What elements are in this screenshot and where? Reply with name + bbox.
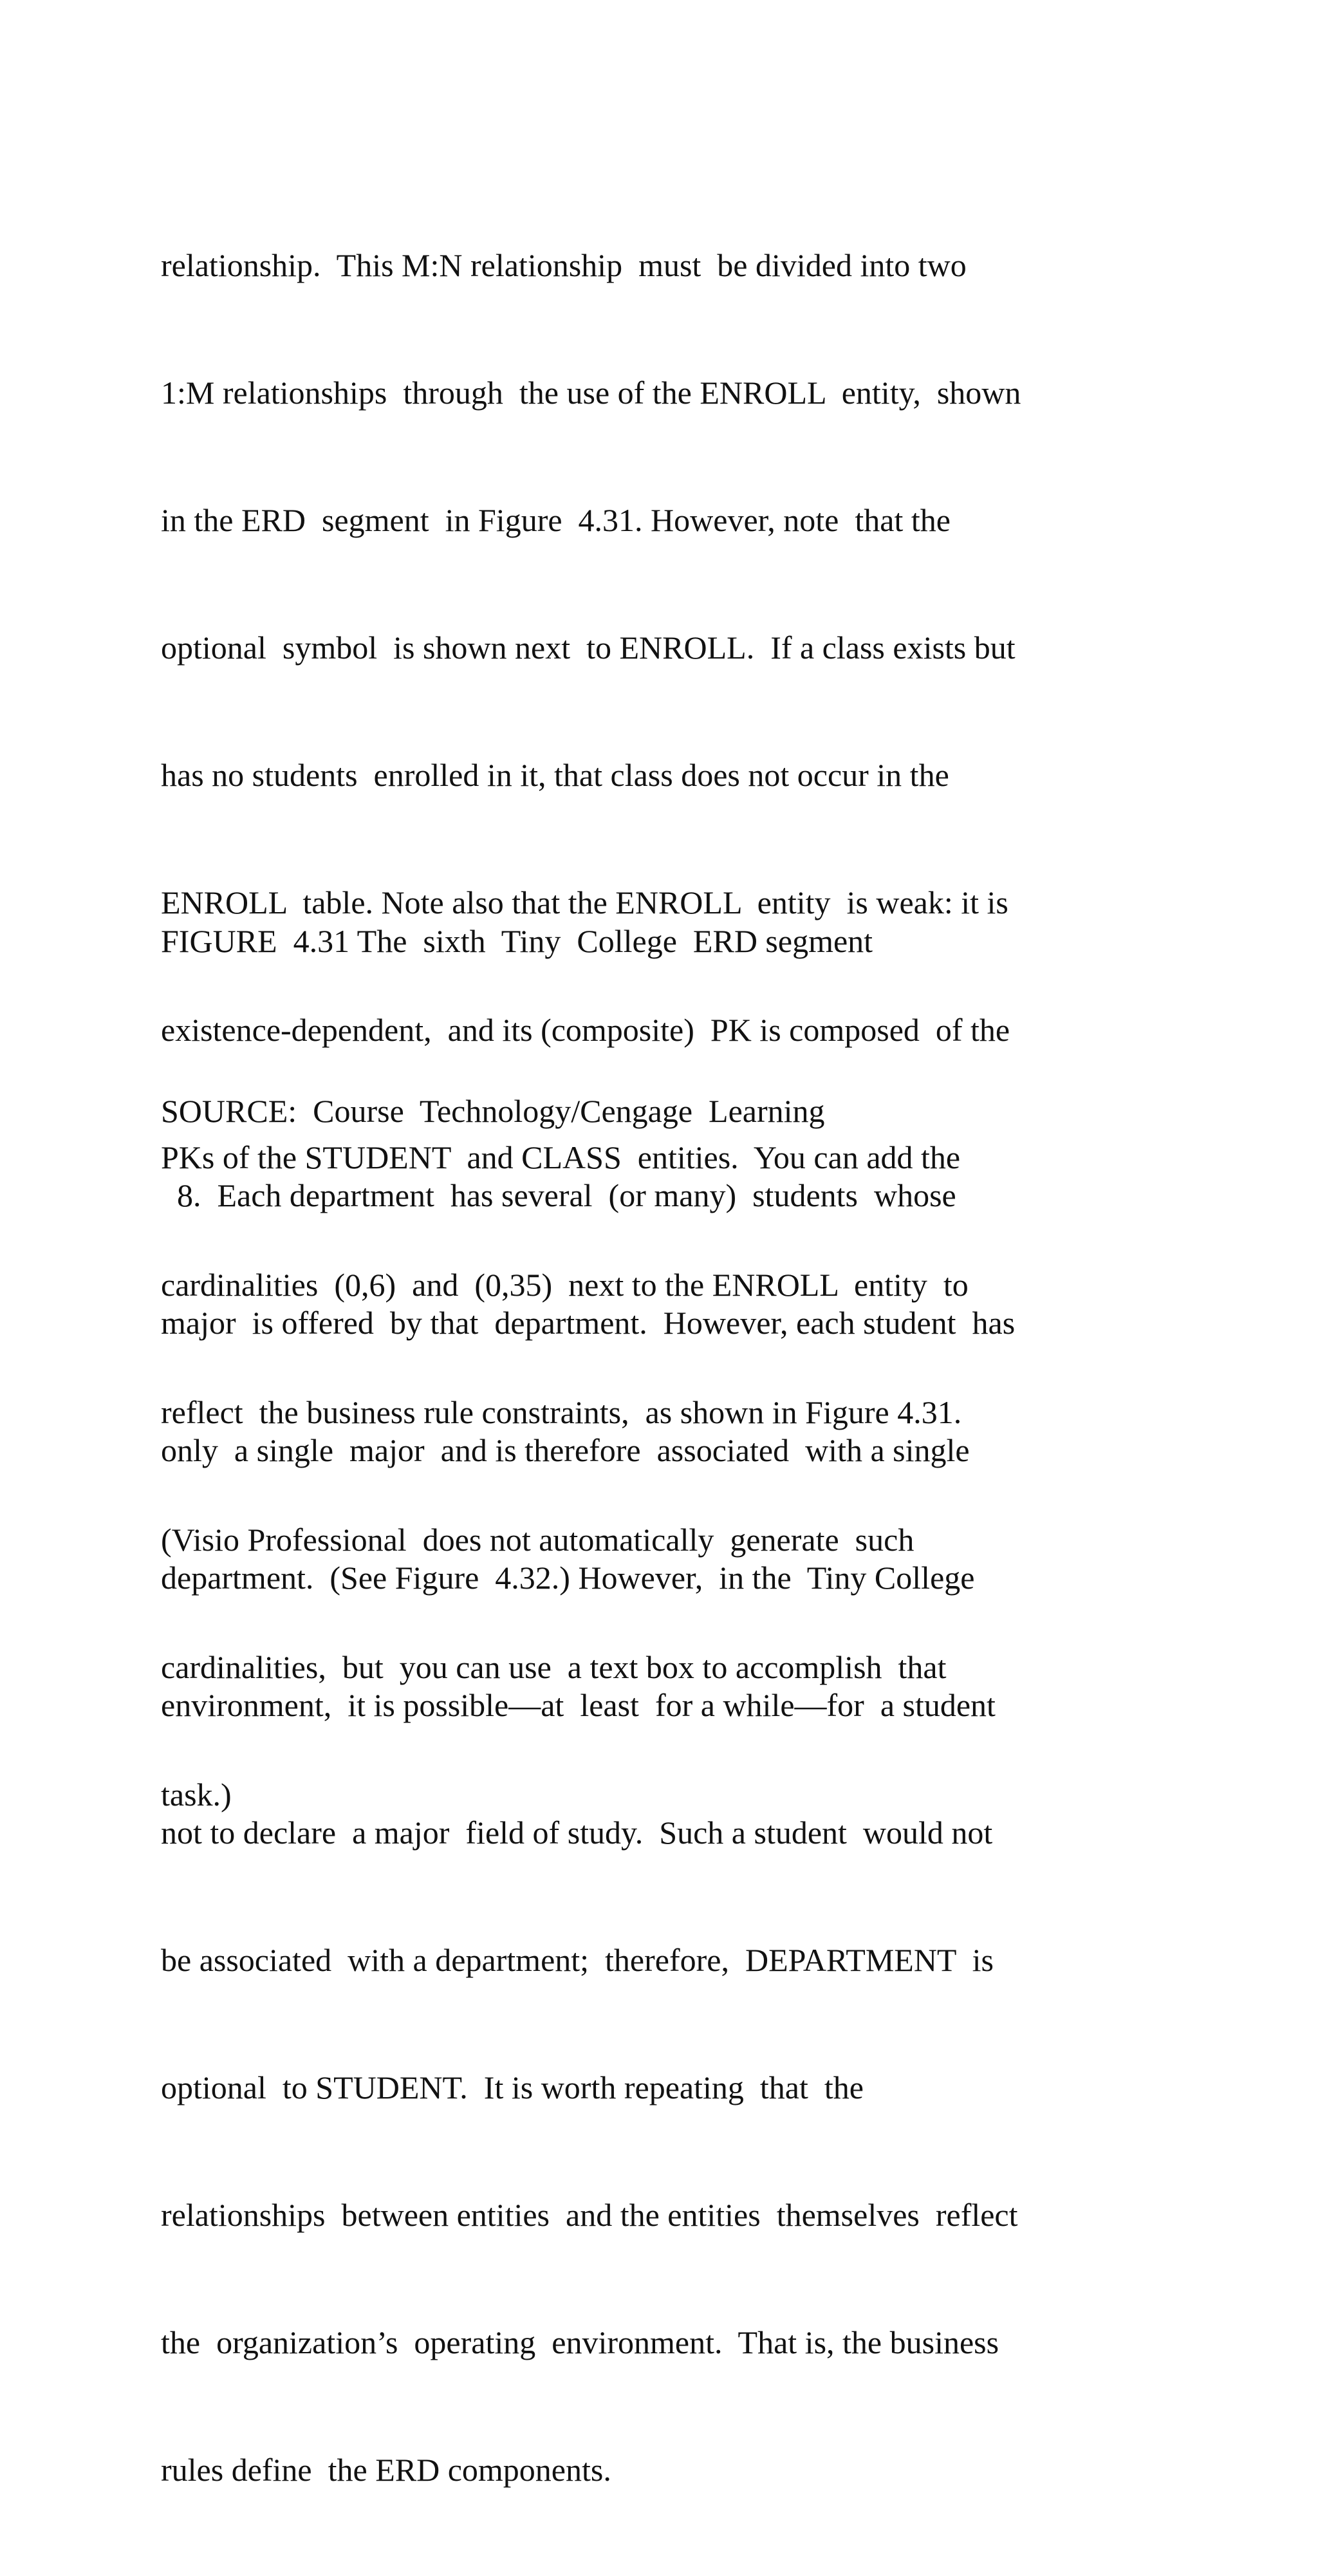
text-line: environment, it is possible—at least for a while—for a student (161, 1687, 996, 1723)
text-line: (Visio Professional does not automatically generate such (161, 1522, 914, 1558)
text-line: PKs of the STUDENT and CLASS entities. You can add the (161, 1139, 961, 1175)
text-line: reflect the business rule constraints, as shown in Figure 4.31. (161, 1394, 962, 1430)
paragraph-department-student (161, 1089, 1191, 2576)
text-line: the organization’s operating environment. That is, the business (161, 2324, 999, 2360)
text-line: optional symbol is shown next to ENROLL. If a class exists but (161, 630, 1016, 666)
text-line: relationship. This M:N relationship must be divided into two (161, 247, 967, 283)
text-line: has no students enrolled in it, that class does not occur in the (161, 757, 949, 793)
text-line: 8. Each department has several (or many) students whose (161, 1177, 956, 1213)
text-line: cardinalities, but you can use a text box to accomplish that (161, 1649, 947, 1685)
figure-caption-text: FIGURE 4.31 The sixth Tiny College ERD segment (161, 923, 873, 959)
text-line: be associated with a department; therefore, DEPARTMENT is (161, 1942, 994, 1978)
text-line: existence-dependent, and its (composite) PK is composed of the (161, 1012, 1010, 1048)
text-line: only a single major and is therefore associated with a single (161, 1432, 970, 1468)
text-line: major is offered by that department. However, each student has (161, 1305, 1016, 1341)
text-line: cardinalities (0,6) and (0,35) next to the ENROLL entity to (161, 1267, 969, 1303)
text-line: in the ERD segment in Figure 4.31. However, note that the (161, 502, 951, 538)
text-line: ENROLL table. Note also that the ENROLL entity is weak: it is (161, 884, 1008, 920)
figure-source-text: SOURCE: Course Technology/Cengage Learning (161, 1093, 825, 1129)
text-line: 1:M relationships through the use of the ENROLL entity, shown (161, 375, 1021, 411)
text-line: task.) (161, 1777, 232, 1813)
text-line: rules define the ERD components. (161, 2452, 611, 2488)
text-line: relationships between entities and the entities themselves reflect (161, 2197, 1018, 2233)
text-line: optional to STUDENT. It is worth repeating that the (161, 2069, 864, 2105)
text-line: not to declare a major field of study. Such a student would not (161, 1815, 993, 1851)
text-line: department. (See Figure 4.32.) However, in the Tiny College (161, 1560, 975, 1596)
